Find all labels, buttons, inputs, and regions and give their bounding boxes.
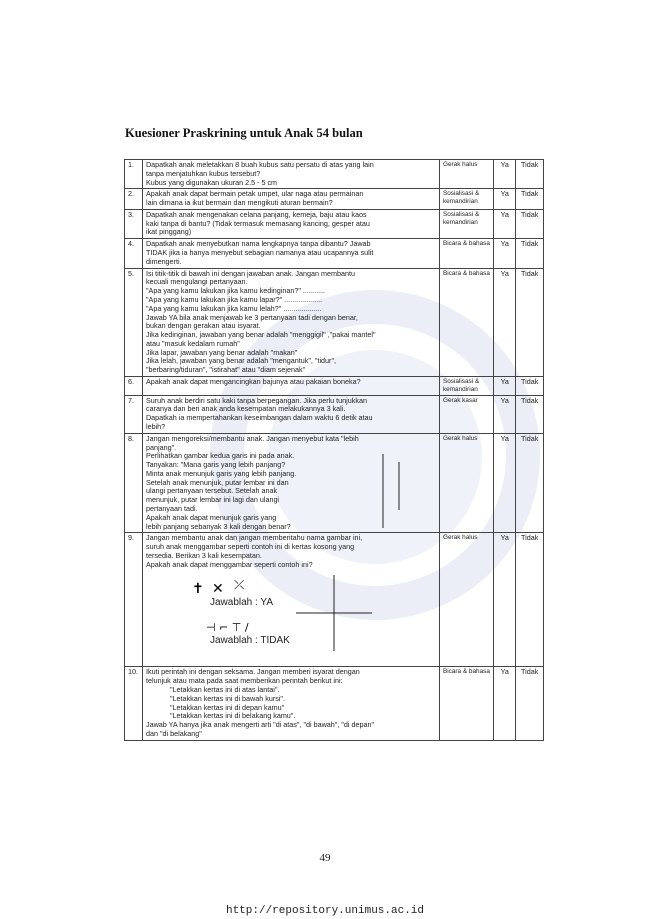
question-line: Isi titik-titik di bawah ini dengan jawaban anak. Jangan membantu <box>145 268 355 278</box>
instruction-line: "Letakkan kertas ini di depan kamu" <box>169 702 285 712</box>
development-domain: Bicara & bahasa <box>439 667 493 740</box>
answer-ya-cell[interactable]: Ya <box>494 160 516 189</box>
question-line: lebih panjang sebanyak 3 kali dengan benar? <box>145 521 291 531</box>
question-line: kecuali mengulangi pertanyaan. <box>145 277 248 287</box>
question-number: 10. <box>125 667 143 740</box>
question-number: 8. <box>125 433 143 533</box>
question-row <box>125 209 544 238</box>
question-line: bukan dengan gerakan atau isyarat. <box>145 321 261 331</box>
answer-ya-cell[interactable]: Ya <box>494 239 516 268</box>
question-line: Minta anak menunjuk garis yang lebih panjang. <box>145 468 297 478</box>
question-line: Ikuti perintah ini dengan seksama. Jangan memberi isyarat dengan <box>145 667 360 677</box>
question-line: Setelah anak menunjuk, putar lembar ini dan <box>145 477 289 487</box>
answer-tidak-cell[interactable]: Tidak <box>516 239 544 268</box>
answer-tidak-cell[interactable]: Tidak <box>516 376 544 395</box>
instruction-line: "Letakkan kertas ini di atas lantai". <box>169 685 280 694</box>
answer-ya-cell[interactable]: Ya <box>494 209 516 238</box>
question-line: tersedia. Berikan 3 kali kesempatan. <box>145 550 262 560</box>
question-line: Jangan membantu anak dan jangan memberitahu nama gambar ini, <box>145 533 363 543</box>
question-line: Apakah anak dapat mengancingkan bajunya atau pakaian boneka? <box>145 376 361 386</box>
sample-tilted: ⤫ <box>233 578 245 594</box>
answer-ya-cell[interactable]: Ya <box>494 189 516 210</box>
question-line: Jika lapar, jawaban yang benar adalah "makan" <box>145 347 298 357</box>
page-number: 49 <box>319 852 331 864</box>
question-line: "Apa yang kamu lakukan jika kamu kedinginan?" ........... <box>145 286 325 296</box>
question-row <box>125 268 544 376</box>
question-text <box>142 239 439 268</box>
question-line: Dapatkah anak meletakkan 8 buah kubus satu persatu di atas yang lain <box>145 160 374 169</box>
question-text <box>142 433 439 533</box>
question-line: Kubus yang digunakan ukuran 2.5 - 5 cm <box>145 177 278 187</box>
question-line: Apakah anak dapat menunjuk garis yang <box>145 512 277 522</box>
question-row <box>125 160 544 189</box>
question-line: Dapatkah anak mengenakan celana panjang, kemeja, baju atau kaos <box>145 209 367 219</box>
question-text <box>142 376 439 395</box>
question-number: 6. <box>125 376 143 395</box>
sample-wrong: ⊣ ⌐ ⊤ / <box>205 621 249 635</box>
question-text <box>142 268 439 376</box>
line-comparison-figure <box>371 452 431 532</box>
question-line: caranya dan beri anak anda kesempatan melakukannya 3 kali. <box>145 404 346 414</box>
answer-ya-cell[interactable]: Ya <box>494 667 516 740</box>
question-line: Jika lelah, jawaban yang benar adalah "mengantuk", "tidur", <box>145 356 336 366</box>
question-line: pertanyaan tadi. <box>145 503 198 513</box>
document-title: Kuesioner Praskrining untuk Anak 54 bulan <box>125 126 363 140</box>
development-domain: Gerak kasar <box>439 395 493 433</box>
question-number: 2. <box>125 189 143 210</box>
question-row <box>125 433 544 533</box>
question-number: 4. <box>125 239 143 268</box>
question-line: Jawab YA bila anak menjawab ke 3 pertanyaan tadi dengan benar, <box>145 312 358 322</box>
instruction-line: "Letakkan kertas ini di bawah kursi". <box>169 693 285 703</box>
question-text <box>142 160 439 189</box>
question-line: Suruh anak berdiri satu kaki tanpa berpegangan. Jika perlu tunjukkan <box>145 395 367 405</box>
question-text <box>142 533 439 667</box>
question-line: dan "di belakang" <box>145 728 202 738</box>
development-domain: Gerak halus <box>439 433 493 533</box>
question-line: "Apa yang kamu lakukan jika kamu lapar?" ................... <box>145 294 323 304</box>
answer-yes-label: Jawablah : YA <box>209 597 273 609</box>
answer-tidak-cell[interactable]: Tidak <box>516 395 544 433</box>
question-line: dimengerti. <box>145 256 182 266</box>
questionnaire-table <box>124 159 544 741</box>
question-line: Apakah anak dapat bermain petak umpet, ular naga atau permainan <box>145 189 364 199</box>
answer-ya-cell[interactable]: Ya <box>494 376 516 395</box>
question-row <box>125 189 544 210</box>
question-line: telunjuk atau mata pada saat memberikan perintah berikut ini: <box>145 676 343 686</box>
question-row <box>125 395 544 433</box>
question-line: tanpa menjatuhkan kubus tersebut? <box>145 168 261 178</box>
question-text <box>142 209 439 238</box>
development-domain: Sosialisasi & kemandirian <box>439 376 493 395</box>
question-line: Perlihatkan gambar kedua garis ini pada anak. <box>145 451 295 461</box>
question-number: 9. <box>125 533 143 667</box>
question-line: ikat pinggang) <box>145 227 192 237</box>
question-line: "Apa yang kamu lakukan jika kamu lelah?" ................... <box>145 303 322 313</box>
answer-tidak-cell[interactable]: Tidak <box>516 533 544 667</box>
question-number: 1. <box>125 160 143 189</box>
question-number: 5. <box>125 268 143 376</box>
answer-tidak-cell[interactable]: Tidak <box>516 433 544 533</box>
question-line: ulangi pertanyaan tersebut. Setelah anak <box>145 486 278 496</box>
answer-no-label: Jawablah : TIDAK <box>209 635 290 647</box>
question-line: Dapatkah anak menyebutkan nama lengkapnya tanpa dibantu? Jawab <box>145 239 371 249</box>
question-line: TIDAK jika ia hanya menyebut sebagian namanya atau ucapannya sulit <box>145 248 374 258</box>
sample-cross: ✝ <box>191 581 204 598</box>
question-row <box>125 667 544 740</box>
question-row <box>125 533 544 667</box>
development-domain: Sosialisasi & kemandirian <box>439 189 493 210</box>
question-line: menunjuk, putar lembar ini lagi dan ulangi <box>145 495 280 505</box>
answer-tidak-cell[interactable]: Tidak <box>516 268 544 376</box>
development-domain: Gerak halus <box>439 160 493 189</box>
question-row <box>125 239 544 268</box>
question-line: lain dimana ia ikut bermain dan mengikuti aturan bermain? <box>145 198 333 208</box>
answer-tidak-cell[interactable]: Tidak <box>516 160 544 189</box>
question-line: "berbaring/tiduran", "istirahat" atau "diam sejenak" <box>145 365 306 375</box>
question-number: 7. <box>125 395 143 433</box>
question-line: Jawab YA hanya jika anak mengerti arti "di atas", "di bawah", "di depan" <box>145 720 374 730</box>
development-domain: Sosialisasi & kemandirian <box>439 209 493 238</box>
question-line: kaki tanpa di bantu? (Tidak termasuk memasang kancing, gesper atau <box>145 218 370 228</box>
question-line: panjang". <box>145 442 177 452</box>
answer-tidak-cell[interactable]: Tidak <box>516 209 544 238</box>
example-drawings <box>146 569 436 659</box>
question-text <box>142 395 439 433</box>
development-domain: Bicara & bahasa <box>439 268 493 376</box>
answer-ya-cell[interactable]: Ya <box>494 533 516 667</box>
question-line: lebih? <box>145 421 166 431</box>
sample-x: ✕ <box>211 581 224 598</box>
instruction-line: "Letakkan kertas ini di belakang kamu". <box>169 711 296 721</box>
question-line: Apakah anak dapat menggambar seperti contoh ini? <box>145 559 313 569</box>
question-line: atau "masuk kedalam rumah" <box>145 338 240 348</box>
answer-ya-cell[interactable]: Ya <box>494 268 516 376</box>
question-text <box>142 667 439 740</box>
drawing-example-figure <box>146 569 436 665</box>
question-row <box>125 376 544 395</box>
question-line: Jangan mengoreksi/membantu anak. Jangan menyebut kata "lebih <box>145 433 359 443</box>
answer-tidak-cell[interactable]: Tidak <box>516 189 544 210</box>
answer-tidak-cell[interactable]: Tidak <box>516 667 544 740</box>
question-text <box>142 189 439 210</box>
development-domain: Bicara & bahasa <box>439 239 493 268</box>
development-domain: Gerak halus <box>439 533 493 667</box>
answer-ya-cell[interactable]: Ya <box>494 433 516 533</box>
answer-ya-cell[interactable]: Ya <box>494 395 516 433</box>
footer-url: http://repository.unimus.ac.id <box>225 905 425 917</box>
question-line: suruh anak menggambar seperti contoh ini di kertas kosong yang <box>145 542 355 552</box>
question-line: Dapatkah ia mempertahankan keseimbangan dalam waktu 6 detik atau <box>145 413 373 423</box>
question-line: Jika kedinginan, jawaban yang benar adalah "menggigil" ,"pakai mantel" <box>145 330 376 340</box>
question-number: 3. <box>125 209 143 238</box>
question-line: Tanyakan: "Mana garis yang lebih panjang? <box>145 460 286 470</box>
